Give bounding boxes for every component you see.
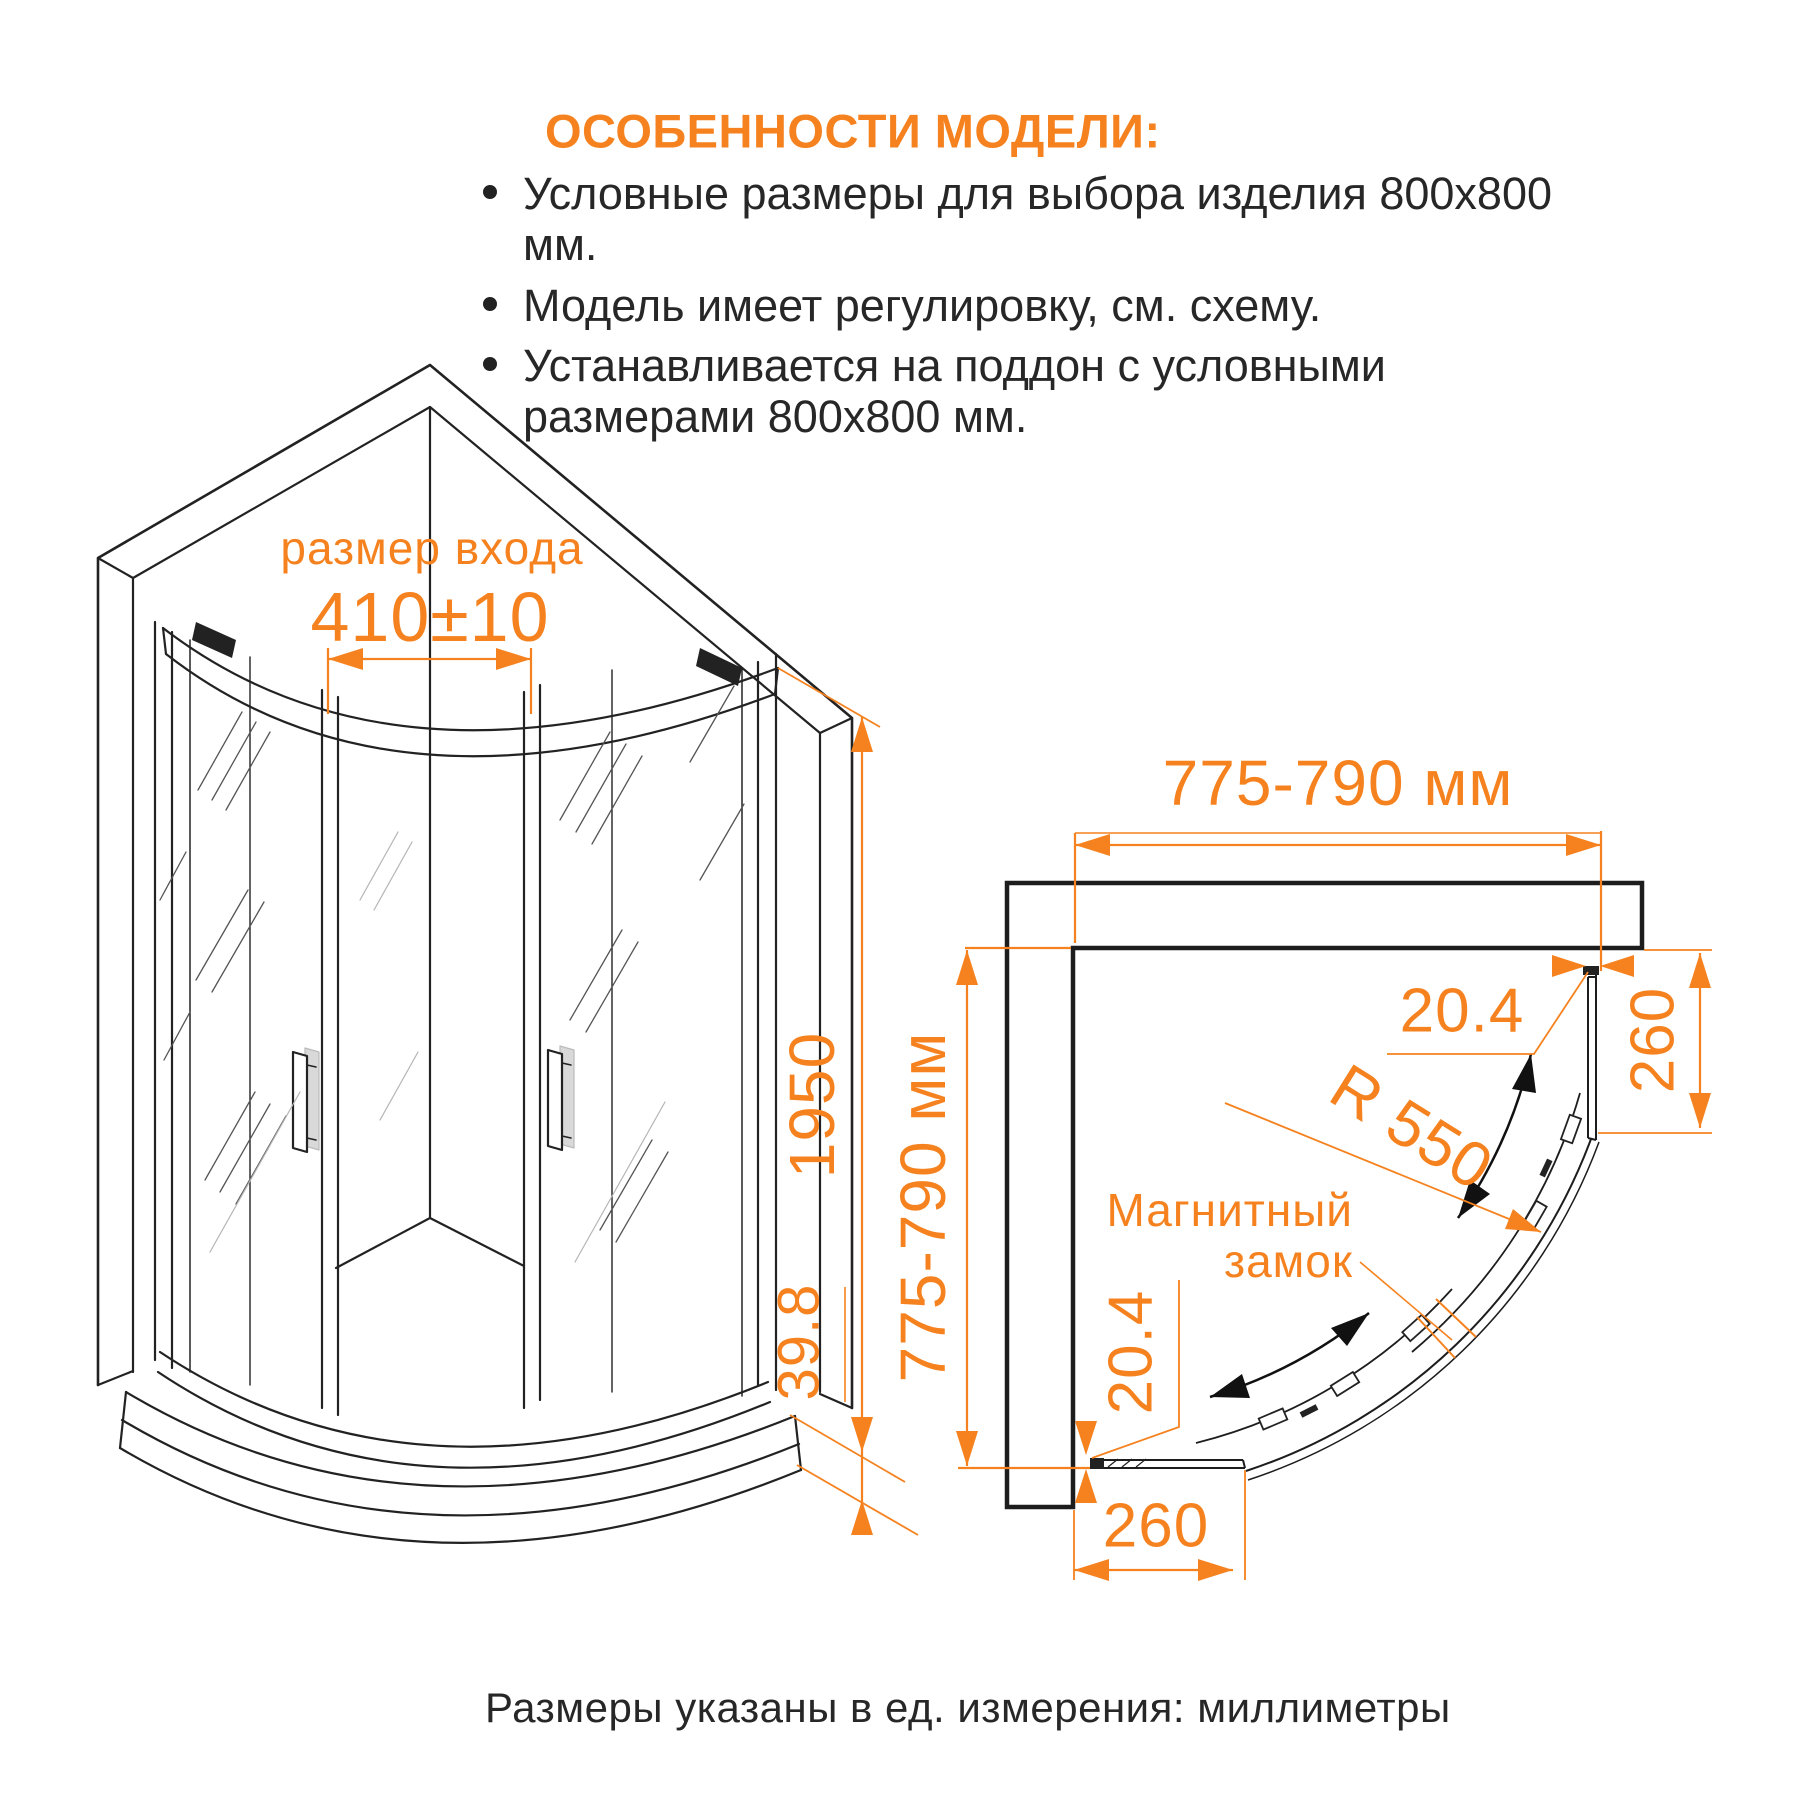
tray-height-dimension: 39.8 [766,1283,832,1401]
magnetic-lock-label-line1: Магнитный [1106,1184,1353,1236]
page-title: ОСОБЕННОСТИ МОДЕЛИ: [545,104,1161,158]
glass-hatching [160,686,744,1242]
list-item [483,280,1583,331]
units-note: Размеры указаны в ед. измерения: миллиметры [485,1684,1451,1731]
list-item [483,340,1583,443]
gap-bottom-dimension: 20.4 [1096,1289,1166,1415]
panel-right-dimension: 260 [1618,986,1688,1094]
plan-depth-dimension: 775-790 мм [887,1031,959,1383]
bullet-icon [483,185,497,199]
plan-width-dimension: 775-790 мм [1162,747,1514,819]
feature-text: Условные размеры для выбора изделия 800x800 мм. [523,168,1553,271]
feature-text: Модель имеет регулировку, см. схему. [523,279,1322,331]
entrance-size-value: 410±10 [310,578,550,656]
feature-list [483,168,1583,442]
list-item [483,168,1583,271]
radius-dimension: R 550 [1318,1049,1506,1205]
feature-text: Устанавливается на поддон с условными размерами 800x800 мм. [523,339,1386,443]
gap-top-dimension: 20.4 [1399,976,1525,1046]
bullet-icon [483,297,497,311]
height-dimension: 1950 [776,1031,848,1179]
entrance-size-label: размер входа [280,522,584,574]
glass-reflections [210,832,665,1262]
panel-bottom-dimension: 260 [1102,1491,1210,1561]
bullet-icon [483,357,497,371]
magnetic-lock-label-line2: замок [1223,1235,1353,1287]
